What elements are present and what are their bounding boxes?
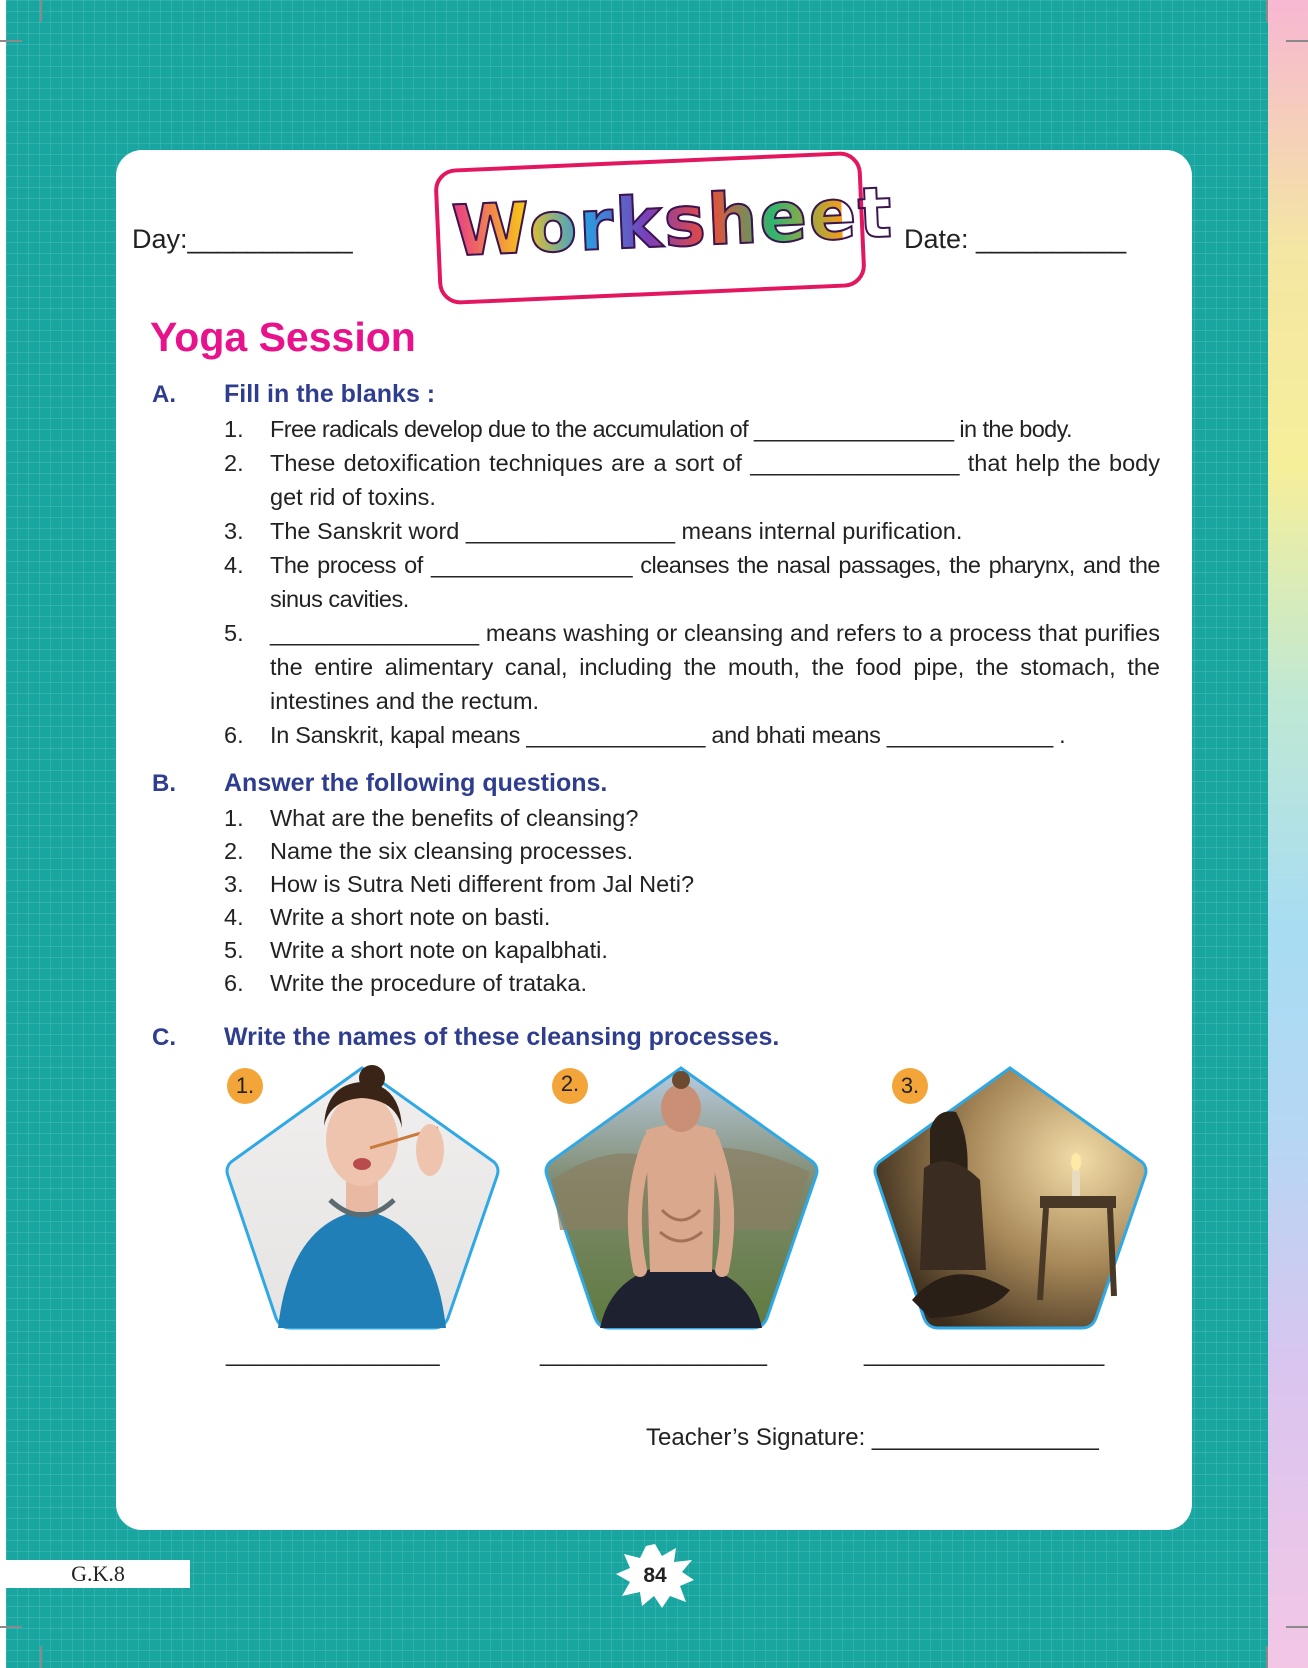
question-text: Name the six cleansing processes.: [270, 838, 634, 864]
section-a-title: Fill in the blanks :: [224, 380, 436, 408]
picture-3-trataka: [875, 1068, 1146, 1328]
question-number: 2.: [224, 838, 244, 864]
picture-2-nauli: [546, 1068, 817, 1328]
section-c-letter: C.: [152, 1024, 176, 1051]
crop-mark: [0, 1626, 22, 1628]
crop-mark: [1286, 1626, 1308, 1628]
section-c-title: Write the names of these cleansing processes.: [224, 1023, 780, 1051]
page-number: 84: [643, 1564, 667, 1587]
question-text: These detoxification techniques are a sort of ________________ that help the body get rid of toxins.: [270, 450, 1160, 510]
picture-3-badge: 3.: [900, 1073, 920, 1098]
worksheet-banner-word: Worksheet: [450, 170, 844, 277]
question-number: 6.: [224, 970, 244, 996]
question-number: 2.: [224, 450, 244, 476]
crop-mark: [1266, 1646, 1268, 1668]
question-number: 1.: [224, 805, 244, 831]
question-text: Write a short note on basti.: [270, 904, 551, 930]
question-number: 5.: [224, 620, 244, 646]
question-text: Free radicals develop due to the accumulation of ________________ in the body.: [270, 416, 1072, 442]
section-b-letter: B.: [152, 770, 176, 797]
question-text: The process of ________________ cleanses the nasal passages, the pharynx, and the sinus cavities.: [270, 552, 1160, 612]
question-text: ________________ means washing or cleansing and refers to a process that purifies the entire alimentary canal, including the mouth, the food pipe, the stomach, the intestines and the rectum.: [270, 620, 1160, 714]
picture-2-answer-line[interactable]: _________________: [540, 1340, 767, 1367]
question-text: Write a short note on kapalbhati.: [270, 937, 608, 963]
date-field[interactable]: Date: __________: [904, 224, 1127, 254]
picture-1-answer-line[interactable]: ________________: [226, 1340, 440, 1367]
question-number: 6.: [224, 722, 244, 748]
picture-1-sutra-neti: [227, 1065, 498, 1328]
picture-3-answer-line[interactable]: __________________: [864, 1340, 1105, 1367]
picture-2-badge: 2.: [560, 1071, 580, 1096]
book-code-label: G.K.8: [6, 1560, 190, 1588]
question-number: 4.: [224, 552, 244, 578]
section-a-letter: A.: [152, 381, 176, 408]
question-number: 4.: [224, 904, 244, 930]
crop-mark: [40, 1646, 42, 1668]
question-text: In Sanskrit, kapal means ______________ and bhati means _____________ .: [270, 722, 1066, 748]
question-number: 1.: [224, 416, 244, 442]
question-number: 5.: [224, 937, 244, 963]
page-title: Yoga Session: [150, 314, 416, 360]
question-text: Write the procedure of trataka.: [270, 970, 587, 996]
question-text: How is Sutra Neti different from Jal Neti?: [270, 871, 695, 897]
question-text: The Sanskrit word ________________ means internal purification.: [270, 518, 963, 544]
picture-1-badge: 1.: [235, 1073, 255, 1098]
day-field[interactable]: Day:___________: [132, 224, 353, 254]
teacher-signature-field[interactable]: Teacher’s Signature: _________________: [646, 1424, 1099, 1451]
question-number: 3.: [224, 518, 244, 544]
question-number: 3.: [224, 871, 244, 897]
section-b-title: Answer the following questions.: [224, 769, 608, 797]
question-text: What are the benefits of cleansing?: [270, 805, 639, 831]
